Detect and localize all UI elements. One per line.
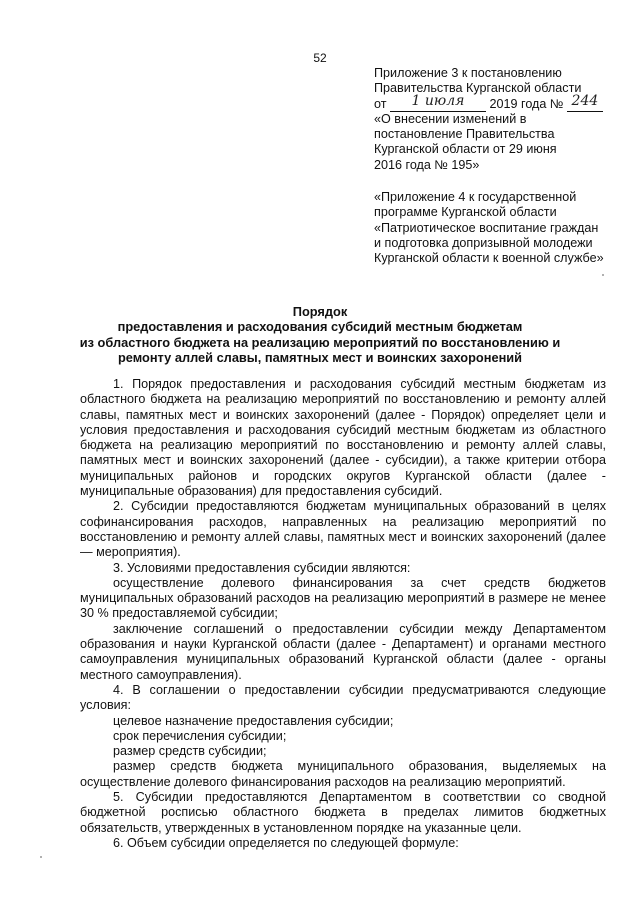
date-suffix: 2019 года № xyxy=(489,96,564,111)
title-line: из областного бюджета на реализацию мероприятий по восстановлению и xyxy=(79,334,561,350)
paragraph-4: 4. В соглашении о предоставлении субсидии предусматриваются следующие условия: xyxy=(80,682,606,713)
amendment-line: «О внесении изменений в xyxy=(374,111,527,126)
number-blank xyxy=(567,92,603,112)
paragraph-5: 5. Субсидии предоставляются Департаментом в соответствии со сводной бюджетной росписью областного бюджета в пределах лимитов бюджетных обязательств, утвержденных в установленном порядке на указанные цели. xyxy=(80,790,606,835)
program-line: «Приложение 4 к государственной xyxy=(374,190,577,205)
paragraph-2: 2. Субсидии предоставляются бюджетам муниципальных образований в целях софинансирования расходов, направленных на реализацию мероприятий по восстановлению и ремонту аллей славы, памятных мест и воинских захоронений (далее — мероприятия). xyxy=(80,499,606,560)
amendment-line: постановление Правительства xyxy=(374,127,555,142)
program-line: и подготовка допризывной молодежи xyxy=(374,235,593,250)
paragraph-3-item: заключение соглашений о предоставлении субсидии между Департаментом образования и науки Курганской области (далее - Департамент) и органами местного самоуправления муниципальных образований Курганской области (далее - органы местного самоуправления). xyxy=(80,621,606,682)
paragraph-4-item: размер средств бюджета муниципального образования, выделяемых на осуществление долевого финансирования расходов на реализацию мероприятий. xyxy=(80,759,606,789)
paragraph-4-item: размер средств субсидии; xyxy=(113,744,267,759)
appendix-line: Приложение 3 к постановлению xyxy=(374,66,562,80)
handwritten-date: 1 июля xyxy=(411,92,465,109)
handwritten-number: 244 xyxy=(571,92,599,109)
appendix-header xyxy=(374,66,634,267)
paragraph-6: 6. Объем субсидии определяется по следующей формуле: xyxy=(113,835,459,850)
appendix-line: Правительства Курганской области xyxy=(374,81,582,96)
paragraph-1: 1. Порядок предоставления и расходования субсидий местным бюджетам из областного бюджета на реализацию мероприятий по восстановлению и ремонту аллей славы, памятных мест и воинских захоронений (далее - Порядок) определяет цели и условия предоставления и расходования субсидий местным бюджетам из областного бюджета на реализацию мероприятий по восстановлению и ремонту аллей славы, памятных мест и воинских захоронений (далее - субсидии), а также критерии отбора муниципальных районов и городских округов Курганской области (далее - муниципальные образования) для предоставления субсидий. xyxy=(80,377,606,499)
title-line: Порядок xyxy=(292,304,348,319)
program-line: «Патриотическое воспитание граждан xyxy=(374,220,599,235)
paragraph-4-item: целевое назначение предоставления субсидии; xyxy=(113,713,394,728)
page-number: 52 xyxy=(313,51,327,65)
date-prefix: от xyxy=(374,96,387,111)
program-line: программе Курганской области xyxy=(374,205,557,220)
scan-speck xyxy=(602,274,604,276)
program-line: Курганской области к военной службе» xyxy=(374,251,604,266)
paragraph-3: 3. Условиями предоставления субсидии являются: xyxy=(113,560,411,575)
title-line: ремонту аллей славы, памятных мест и воинских захоронений xyxy=(117,349,523,365)
appendix-date-line xyxy=(374,92,634,112)
document-body xyxy=(80,377,606,851)
amendment-line: 2016 года № 195» xyxy=(374,157,480,172)
document-title xyxy=(60,304,580,365)
title-line: предоставления и расходования субсидий местным бюджетам xyxy=(117,319,523,335)
scan-speck xyxy=(40,856,42,858)
amendment-line: Курганской области от 29 июня xyxy=(374,142,557,157)
paragraph-3-item: осуществление долевого финансирования за счет средств бюджетов муниципальных образований расходов на реализацию мероприятий в размере не менее 30 % предоставляемой субсидии; xyxy=(80,575,606,621)
paragraph-4-item: срок перечисления субсидии; xyxy=(113,728,287,743)
date-blank xyxy=(390,92,486,112)
